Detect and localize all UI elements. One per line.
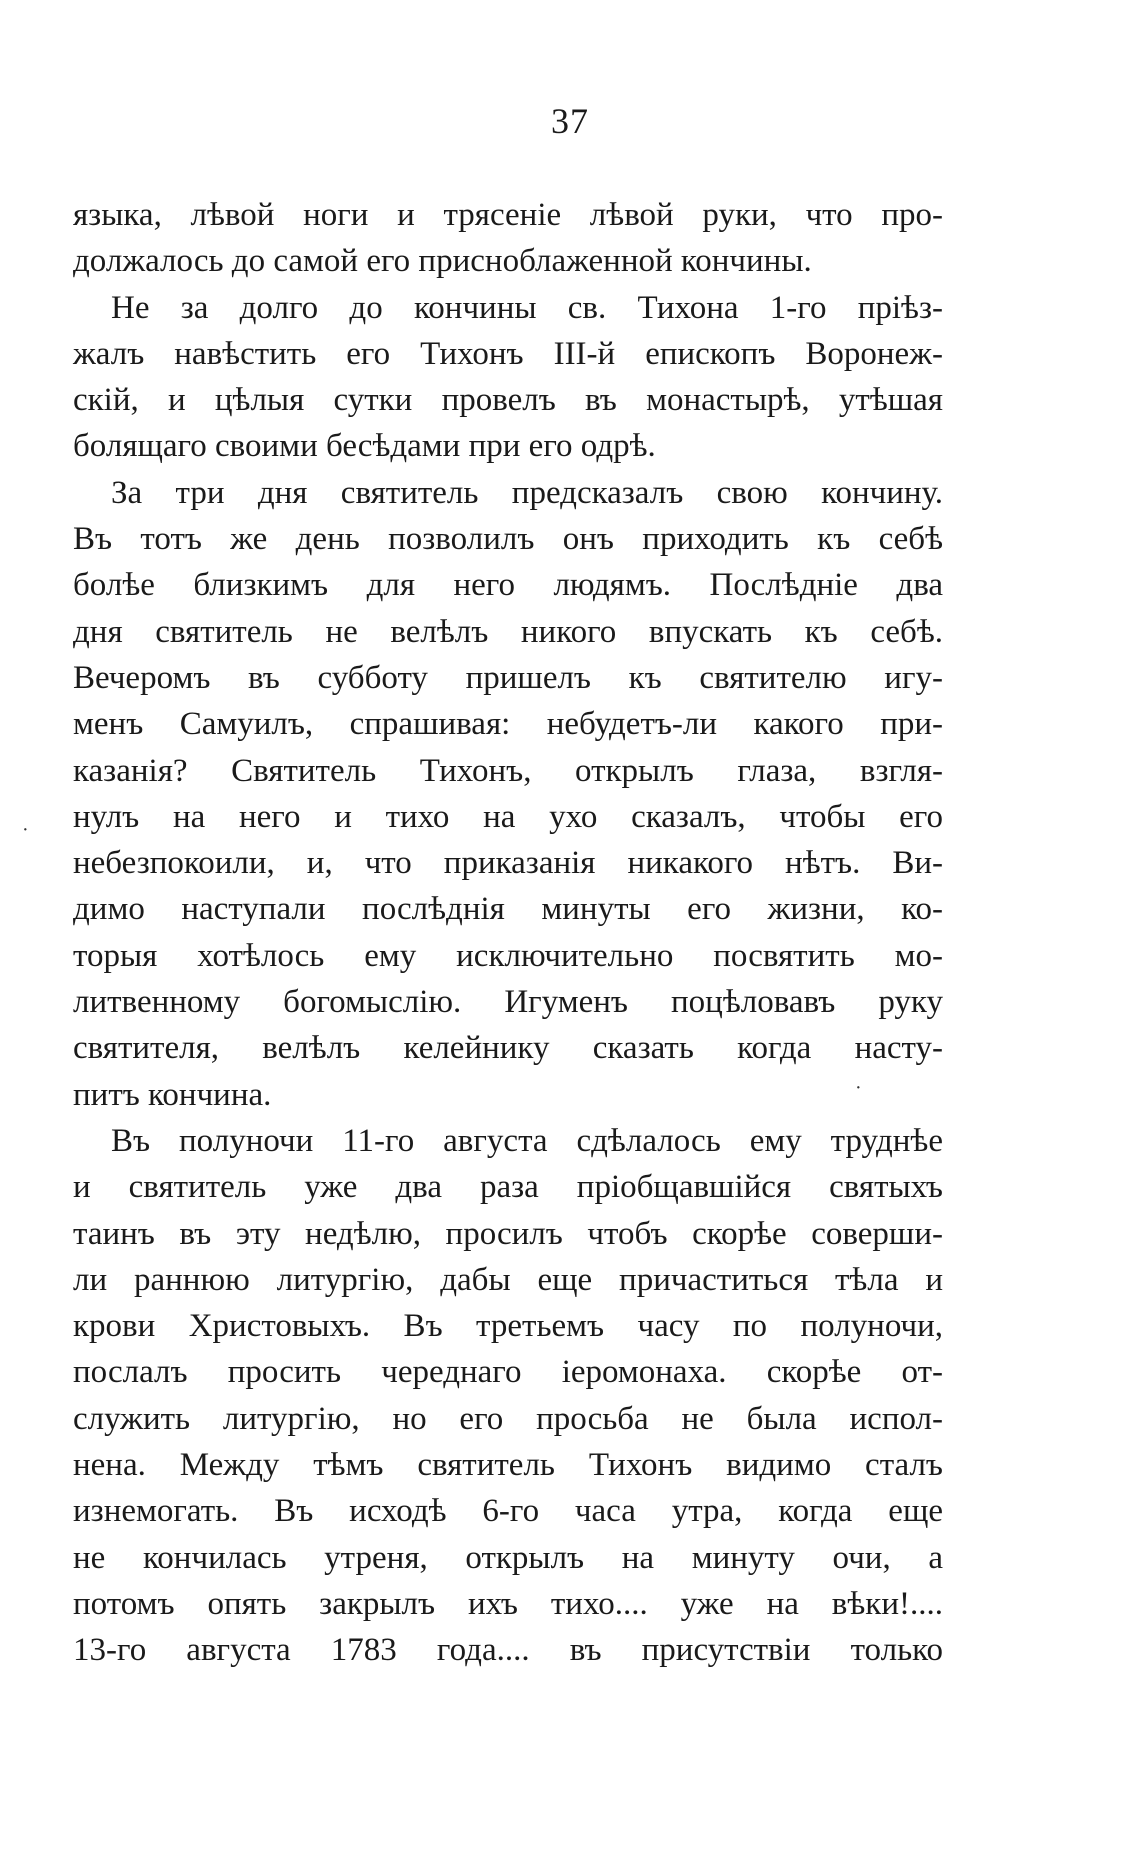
text-line: ли раннюю литургiю, дабы еще причаститься тѣла и	[73, 1261, 943, 1298]
text-line: литвенному богомыслiю. Игуменъ поцѣловавъ руку	[73, 984, 943, 1021]
body-text	[73, 192, 943, 1674]
text-line: нена. Между тѣмъ святитель Тихонъ видимо сталъ	[73, 1447, 943, 1484]
text-line: жалъ навѣстить его Тихонъ III-й епископъ Воронеж-	[73, 335, 943, 372]
text-line: питъ кончина.	[73, 1076, 272, 1113]
text-line: не кончилась утреня, открылъ на минуту очи, а	[73, 1539, 943, 1576]
text-line: крови Христовыхъ. Въ третьемъ часу по полуночи,	[73, 1308, 943, 1345]
text-line: Вечеромъ въ субботу пришелъ къ святителю игу-	[73, 659, 943, 696]
text-line: должалось до самой его приснoблаженной кончины.	[73, 243, 812, 280]
text-line: болящаго своими бесѣдами при его одрѣ.	[73, 428, 656, 465]
paragraph-start-line: Не за долго до кончины св. Тихона 1-го прiѣз-	[111, 289, 943, 326]
text-line: торыя хотѣлось ему исключительно посвятить мо-	[73, 937, 943, 974]
paragraph-start-line: Въ полуночи 11-го августа сдѣлалось ему труднѣе	[111, 1122, 943, 1159]
text-line: болѣе близкимъ для него людямъ. Послѣднiе два	[73, 567, 943, 604]
ink-speck: ·	[855, 1077, 862, 1099]
text-line: 13-го августа 1783 года.... въ присутствiи только	[73, 1632, 943, 1669]
text-line: служить литургiю, но его просьба не была испол-	[73, 1400, 943, 1437]
text-line: димо наступали послѣднiя минуты его жизни, ко-	[73, 891, 943, 928]
text-line: нулъ на него и тихо на ухо сказалъ, чтобы его	[73, 798, 943, 835]
text-line: и святитель уже два раза прiобщавшiйся святыхъ	[73, 1169, 943, 1206]
text-line: языка, лѣвой ноги и трясеніе лѣвой руки, что про-	[73, 197, 943, 233]
page-number: 37	[551, 101, 589, 141]
text-line: небезпокоили, и, что приказанiя никакого нѣтъ. Ви-	[73, 845, 943, 882]
text-line: послалъ просить череднаго iеромонаха. скорѣе от-	[73, 1354, 943, 1391]
ink-speck: ·	[22, 819, 29, 841]
text-line: потомъ опять закрылъ ихъ тихо.... уже на вѣки!....	[73, 1585, 943, 1622]
paragraph-start-line: За три дня святитель предсказалъ свою кончину.	[111, 474, 943, 511]
text-line: святителя, велѣлъ келейнику сказать когда насту-	[73, 1030, 943, 1067]
text-line: менъ Самуилъ, спрашивая: небудетъ-ли какого при-	[73, 706, 943, 743]
text-line: скiй, и цѣлыя сутки провелъ въ монастырѣ, утѣшая	[73, 382, 943, 419]
text-line: казанiя? Святитель Тихонъ, открылъ глаза, взгля-	[73, 752, 943, 789]
text-line: дня святитель не велѣлъ никого впускать къ себѣ.	[73, 613, 943, 650]
text-line: Въ тотъ же день позволилъ онъ приходить къ себѣ	[73, 521, 943, 558]
text-line: изнемогать. Въ исходѣ 6-го часа утра, когда еще	[73, 1493, 943, 1530]
text-line: таинъ въ эту недѣлю, просилъ чтобъ скорѣе соверши-	[73, 1215, 943, 1252]
